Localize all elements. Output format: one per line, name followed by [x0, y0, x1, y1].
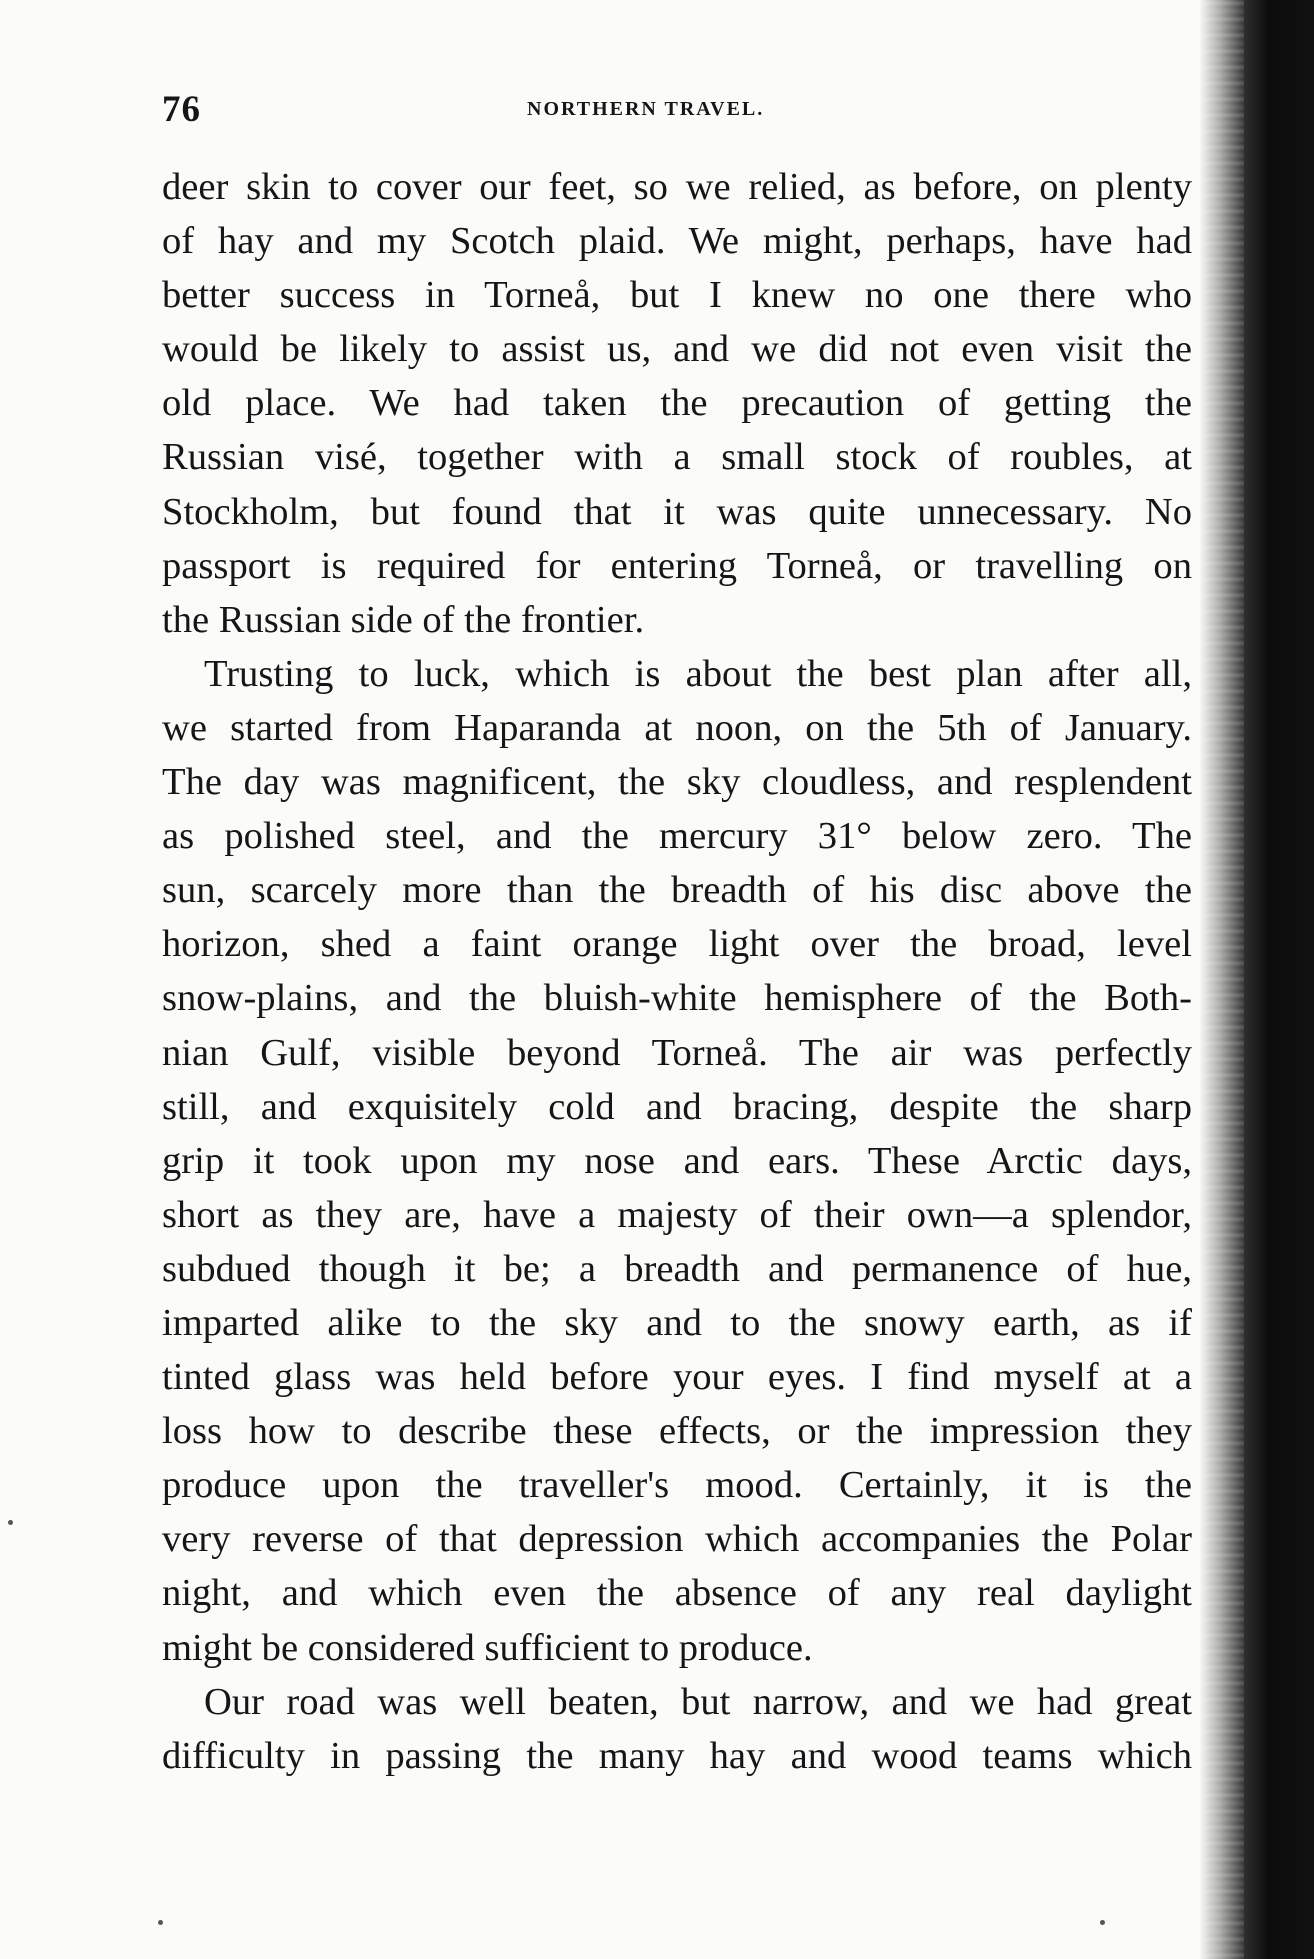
text-line: better success in Torneå, but I knew no one there who: [162, 274, 1192, 317]
text-line: as polished steel, and the mercury 31° below zero. The: [162, 815, 1192, 858]
text-line: difficulty in passing the many hay and wood teams which: [162, 1734, 1192, 1777]
scan-speck: [1100, 1920, 1105, 1925]
binding-texture: [1204, 0, 1244, 1959]
text-line: night, and which even the absence of any real daylight: [162, 1572, 1192, 1615]
text-line: would be likely to assist us, and we did not even visit the: [162, 328, 1192, 371]
paragraph-first-line: Our road was well beaten, but narrow, and we had great: [204, 1680, 1192, 1723]
text-line: we started from Haparanda at noon, on the 5th of January.: [162, 706, 1192, 749]
text-line: the Russian side of the frontier.: [162, 598, 645, 641]
text-line: subdued though it be; a breadth and permanence of hue,: [162, 1247, 1192, 1290]
scan-speck: [8, 1520, 13, 1525]
paragraph-first-line: Trusting to luck, which is about the best plan after all,: [204, 652, 1192, 695]
text-line: tinted glass was held before your eyes. I find myself at a: [162, 1356, 1192, 1399]
page-header: [162, 88, 1192, 132]
text-line: might be considered sufficient to produce.: [162, 1626, 813, 1669]
running-head: NORTHERN TRAVEL.: [527, 98, 765, 120]
text-line: still, and exquisitely cold and bracing, despite the sharp: [162, 1085, 1192, 1128]
text-line: old place. We had taken the precaution of getting the: [162, 382, 1192, 425]
text-line: The day was magnificent, the sky cloudless, and resplendent: [162, 761, 1192, 804]
text-line: Stockholm, but found that it was quite unnecessary. No: [162, 490, 1192, 533]
text-line: very reverse of that depression which accompanies the Polar: [162, 1518, 1192, 1561]
text-line: grip it took upon my nose and ears. These Arctic days,: [162, 1139, 1192, 1182]
text-line: deer skin to cover our feet, so we relied, as before, on plenty: [162, 166, 1192, 208]
page-number: 76: [162, 89, 201, 130]
text-line: snow-plains, and the bluish-white hemisphere of the Both-: [162, 977, 1192, 1020]
text-line: short as they are, have a majesty of their own—a splendor,: [162, 1193, 1192, 1236]
scan-speck: [158, 1920, 163, 1925]
text-line: produce upon the traveller's mood. Certainly, it is the: [162, 1464, 1192, 1507]
body-text: [162, 160, 1192, 1783]
text-line: loss how to describe these effects, or the impression they: [162, 1410, 1192, 1453]
text-line: of hay and my Scotch plaid. We might, perhaps, have had: [162, 220, 1192, 263]
text-line: sun, scarcely more than the breadth of his disc above the: [162, 869, 1192, 912]
text-line: Russian visé, together with a small stock of roubles, at: [162, 436, 1192, 479]
text-line: imparted alike to the sky and to the snowy earth, as if: [162, 1301, 1192, 1344]
text-line: nian Gulf, visible beyond Torneå. The air was perfectly: [162, 1031, 1192, 1074]
text-line: passport is required for entering Torneå, or travelling on: [162, 544, 1192, 587]
text-line: horizon, shed a faint orange light over the broad, level: [162, 923, 1192, 966]
